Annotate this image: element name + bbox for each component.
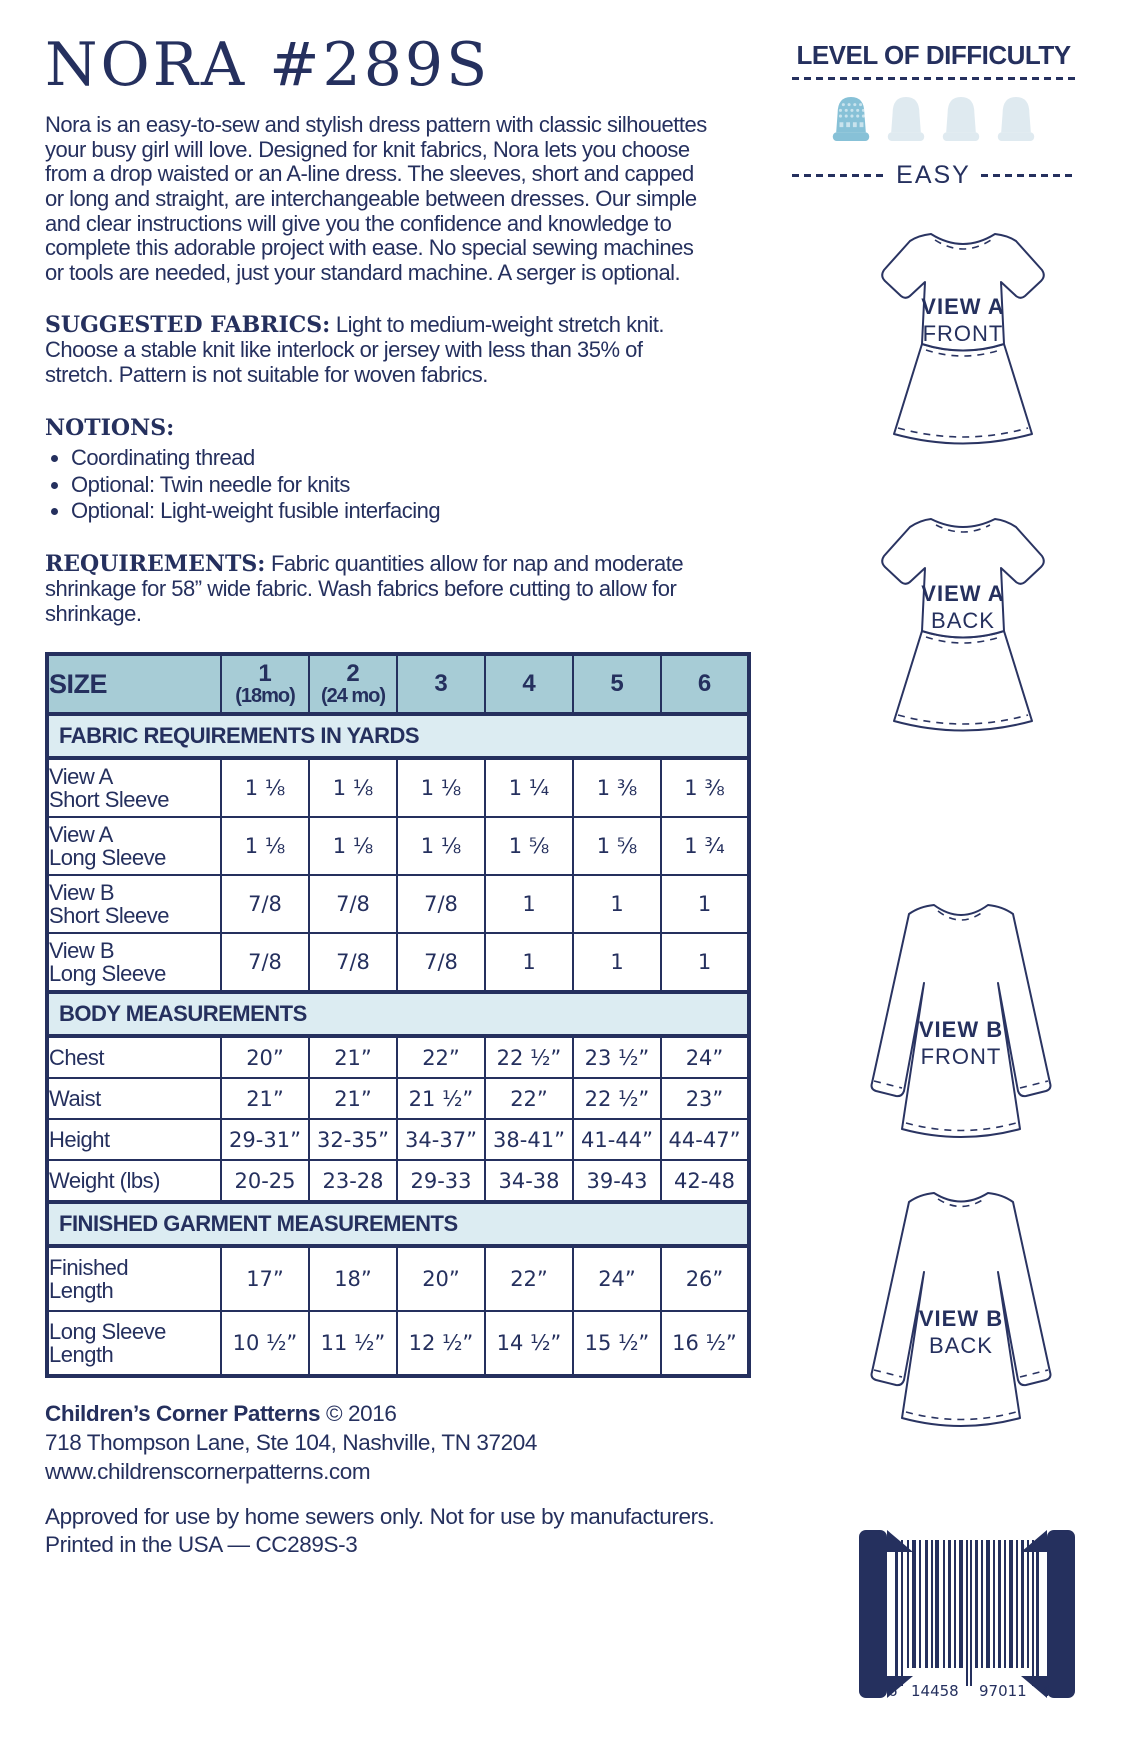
barcode-digit: 4 <box>1041 1682 1051 1700</box>
view-b-front-illustration <box>848 891 1076 1148</box>
size-value-cell: 11 ½” <box>309 1311 397 1376</box>
size-value-cell: 29-31” <box>221 1119 309 1160</box>
table-row <box>47 1160 749 1202</box>
table-row <box>47 1246 749 1311</box>
size-value-cell: 1 <box>573 875 661 933</box>
view-label: FRONT <box>922 321 1004 346</box>
copyright: © 2016 <box>325 1401 397 1427</box>
intro-paragraph: Nora is an easy-to-sew and stylish dress pattern with classic silhouettes your busy girl will love. Designed for knit fabrics, Nora lets you choose from a drop waisted or an A-line dress. The sleeves, short and capped or long and straight, are interchangeable between dresses. Our simple and clear instructions will give you the confidence and knowledge to complete this adorable project with ease. No special sewing machines or tools are needed, just your standard machine. A serger is optional. <box>45 112 707 285</box>
size-column-header: 2 (24 mo) <box>309 654 397 714</box>
difficulty-level-label: EASY <box>896 161 971 189</box>
requirements-paragraph <box>45 552 715 626</box>
size-value-cell: 1 ¾ <box>661 817 749 875</box>
difficulty-thimbles <box>792 92 1075 149</box>
size-value-cell: 18” <box>309 1246 397 1311</box>
notions-item: • Optional: Light-weight fusible interfacing <box>71 498 750 524</box>
row-label: Finished Length <box>47 1246 221 1311</box>
requirements-text: Fabric quantities allow for nap and moderate shrinkage for 58” wide fabric. Wash fabrics before cutting to allow for shrinkage. <box>45 551 684 626</box>
row-label: View B Long Sleeve <box>47 933 221 992</box>
row-label: Height <box>47 1119 221 1160</box>
size-column-header: 4 <box>485 654 573 714</box>
notions-list <box>45 445 750 524</box>
view-label: BACK <box>931 608 995 633</box>
row-label: View A Short Sleeve <box>47 758 221 817</box>
view-label: BACK <box>929 1333 993 1358</box>
size-value-cell: 21” <box>309 1036 397 1078</box>
thimble-icon-empty <box>884 92 928 149</box>
size-value-cell: 20” <box>221 1036 309 1078</box>
size-value-cell: 1 ⅝ <box>485 817 573 875</box>
size-value-cell: 1 ⅛ <box>221 817 309 875</box>
size-value-cell: 7/8 <box>309 933 397 992</box>
dashed-rule <box>792 77 1075 80</box>
size-value-cell: 1 ⅛ <box>221 758 309 817</box>
size-value-cell: 7/8 <box>221 875 309 933</box>
view-b-back-illustration <box>848 1180 1076 1437</box>
page-title: NORA #289S <box>45 30 491 100</box>
requirements-label: REQUIREMENTS: <box>45 551 266 578</box>
row-label: View B Short Sleeve <box>47 875 221 933</box>
barcode-digits: 97011 <box>979 1682 1027 1700</box>
size-value-cell: 34-38 <box>485 1160 573 1202</box>
size-value-cell: 44-47” <box>661 1119 749 1160</box>
size-chart-table <box>45 652 751 1378</box>
size-value-cell: 34-37” <box>397 1119 485 1160</box>
size-value-cell: 21 ½” <box>397 1078 485 1119</box>
difficulty-title: LEVEL OF DIFFICULTY <box>796 40 1071 70</box>
view-a-back-illustration <box>856 503 1071 760</box>
dashed-rule <box>792 174 886 177</box>
row-label: Weight (lbs) <box>47 1160 221 1202</box>
size-value-cell: 42-48 <box>661 1160 749 1202</box>
thimble-icon-empty <box>994 92 1038 149</box>
barcode-digits: 14458 <box>911 1682 959 1700</box>
size-value-cell: 7/8 <box>397 875 485 933</box>
table-row <box>47 758 749 817</box>
suggested-fabrics-text: Light to medium-weight stretch knit. Choose a stable knit like interlock or jersey with less than 35% of stretch. Pattern is not suitable for woven fabrics. <box>45 312 664 387</box>
view-a-front-illustration <box>856 216 1071 473</box>
view-label: VIEW B <box>918 1306 1004 1331</box>
size-value-cell: 23 ½” <box>573 1036 661 1078</box>
size-value-cell: 39-43 <box>573 1160 661 1202</box>
size-value-cell: 1 ⅜ <box>573 758 661 817</box>
barcode-digit: 6 <box>888 1682 898 1700</box>
size-value-cell: 20” <box>397 1246 485 1311</box>
barcode-spool <box>855 1528 1079 1705</box>
section-row-fabric: FABRIC REQUIREMENTS IN YARDS <box>47 714 749 758</box>
size-value-cell: 1 <box>661 933 749 992</box>
view-label: VIEW B <box>918 1017 1004 1042</box>
section-row-body: BODY MEASUREMENTS <box>47 992 749 1036</box>
row-label: Chest <box>47 1036 221 1078</box>
dashed-rule <box>981 174 1075 177</box>
size-column-header: 5 <box>573 654 661 714</box>
barcode-icon <box>855 1528 1079 1700</box>
size-value-cell: 1 ⅛ <box>309 817 397 875</box>
row-label: Waist <box>47 1078 221 1119</box>
size-value-cell: 23-28 <box>309 1160 397 1202</box>
table-row <box>47 933 749 992</box>
size-column-header: 1 (18mo) <box>221 654 309 714</box>
table-row <box>47 1036 749 1078</box>
size-value-cell: 1 ⅜ <box>661 758 749 817</box>
size-value-cell: 12 ½” <box>397 1311 485 1376</box>
row-label: View A Long Sleeve <box>47 817 221 875</box>
size-value-cell: 10 ½” <box>221 1311 309 1376</box>
size-value-cell: 32-35” <box>309 1119 397 1160</box>
table-row <box>47 817 749 875</box>
table-row <box>47 1119 749 1160</box>
size-value-cell: 38-41” <box>485 1119 573 1160</box>
notions-item: • Optional: Twin needle for knits <box>71 472 750 498</box>
size-value-cell: 1 ¼ <box>485 758 573 817</box>
size-value-cell: 7/8 <box>221 933 309 992</box>
size-value-cell: 29-33 <box>397 1160 485 1202</box>
notions-item: • Coordinating thread <box>71 445 750 471</box>
size-value-cell: 1 <box>485 933 573 992</box>
size-value-cell: 17” <box>221 1246 309 1311</box>
size-value-cell: 14 ½” <box>485 1311 573 1376</box>
view-label: FRONT <box>920 1044 1002 1069</box>
thimble-icon-filled <box>829 92 873 149</box>
table-row <box>47 1078 749 1119</box>
suggested-fabrics-paragraph <box>45 313 715 387</box>
difficulty-block <box>792 40 1075 190</box>
size-column-header: 6 <box>661 654 749 714</box>
size-header-row <box>47 654 749 714</box>
size-value-cell: 22” <box>485 1246 573 1311</box>
size-value-cell: 1 ⅛ <box>397 758 485 817</box>
size-value-cell: 7/8 <box>309 875 397 933</box>
company-line <box>45 1400 750 1429</box>
view-label: VIEW A <box>921 294 1005 319</box>
size-value-cell: 24” <box>573 1246 661 1311</box>
size-value-cell: 21” <box>221 1078 309 1119</box>
table-row <box>47 1311 749 1376</box>
footer <box>45 1400 750 1560</box>
size-value-cell: 15 ½” <box>573 1311 661 1376</box>
notions-section <box>45 415 750 524</box>
notions-label: NOTIONS: <box>45 415 175 442</box>
size-value-cell: 22 ½” <box>485 1036 573 1078</box>
size-value-cell: 21” <box>309 1078 397 1119</box>
approval-line: Approved for use by home sewers only. Not for use by manufacturers. <box>45 1503 715 1529</box>
size-value-cell: 1 ⅛ <box>397 817 485 875</box>
size-value-cell: 24” <box>661 1036 749 1078</box>
size-value-cell: 1 <box>661 875 749 933</box>
size-value-cell: 1 ⅛ <box>309 758 397 817</box>
address-line: 718 Thompson Lane, Ste 104, Nashville, TN 37204 <box>45 1430 537 1456</box>
difficulty-level-row <box>792 161 1075 190</box>
size-value-cell: 22” <box>397 1036 485 1078</box>
size-value-cell: 41-44” <box>573 1119 661 1160</box>
size-value-cell: 7/8 <box>397 933 485 992</box>
table-row <box>47 875 749 933</box>
size-value-cell: 26” <box>661 1246 749 1311</box>
left-column <box>45 30 750 1560</box>
size-value-cell: 16 ½” <box>661 1311 749 1376</box>
company-name: Children’s Corner Patterns <box>45 1401 321 1427</box>
size-value-cell: 20-25 <box>221 1160 309 1202</box>
size-value-cell: 1 ⅝ <box>573 817 661 875</box>
size-value-cell: 22” <box>485 1078 573 1119</box>
row-label: Long Sleeve Length <box>47 1311 221 1376</box>
thimble-icon-empty <box>939 92 983 149</box>
website-line: www.childrenscornerpatterns.com <box>45 1458 371 1484</box>
size-value-cell: 22 ½” <box>573 1078 661 1119</box>
printed-line: Printed in the USA — CC289S-3 <box>45 1532 358 1558</box>
size-column-header: 3 <box>397 654 485 714</box>
view-label: VIEW A <box>921 581 1005 606</box>
size-value-cell: 1 <box>485 875 573 933</box>
size-value-cell: 1 <box>573 933 661 992</box>
section-row-finished: FINISHED GARMENT MEASUREMENTS <box>47 1202 749 1246</box>
size-header-label: SIZE <box>47 654 221 714</box>
size-value-cell: 23” <box>661 1078 749 1119</box>
suggested-fabrics-label: SUGGESTED FABRICS: <box>45 312 331 339</box>
